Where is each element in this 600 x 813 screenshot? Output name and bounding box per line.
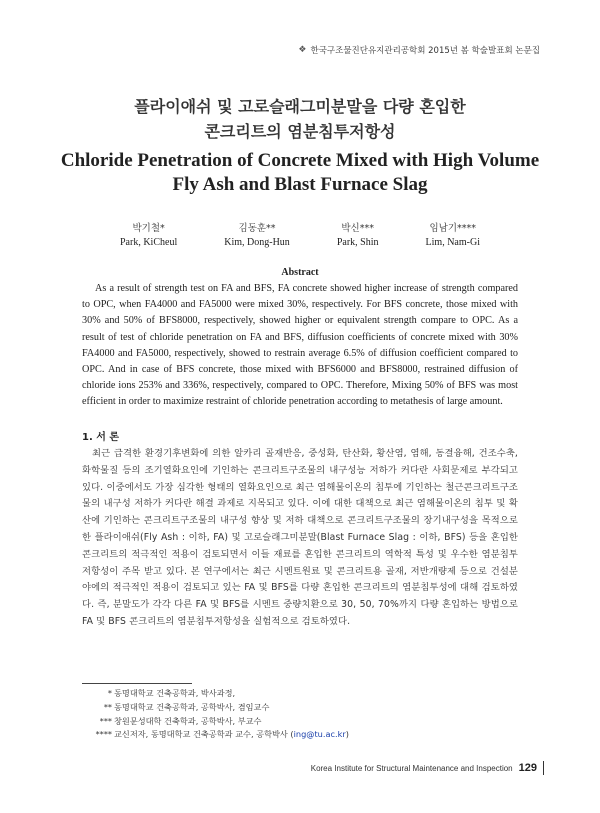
footnote-mark: *: [107, 688, 112, 698]
footnote-divider: [82, 683, 192, 684]
footnote-text: 동명대학교 건축공학과, 공학박사, 겸임교수: [114, 701, 270, 712]
page-footer: [311, 761, 544, 775]
footnote-mark: ****: [95, 729, 112, 740]
section-heading: 1. 서 론: [82, 432, 120, 443]
footnotes: [82, 687, 349, 742]
footnote-tail: ): [345, 729, 349, 740]
author-name-en: Kim, Dong-Hun: [224, 237, 290, 248]
footnote: [82, 687, 349, 701]
author: [426, 220, 480, 248]
header-text: 한국구조물진단유지관리공학회 2015년 봄 학술발표회 논문집: [310, 46, 540, 56]
abstract-text: As a result of strength test on FA and BFS, FA concrete showed higher increase of strength compared to OPC, when FA4000 and FA5000 were mixed 30%, respectively. For BFS concrete, those mixed with 30% and 50% of BFS8000, respectively, showed higher or equivalent strength compare to OPC. As a result of test of chloride penetration on FA and BFS, diffusion coefficients of concrete mixed with 30% FA4000 and FA5000, respectively, showed to restrain average 6.5% of diffusion coefficient compared to OPC. And in case of BFS concrete, those mixed with BFS6000 and BFS8000, restrained diffusion of chloride ions 253% and 336%, respectively, compared to OPC. Therefore, Mixing 50% of BFS was most efficient in order to maximize restraint of chloride penetration according to metathesis of large amount.: [82, 283, 518, 408]
footnote-text: 창원문성대학 건축학과, 공학박사, 부교수: [114, 715, 262, 726]
footnote-text: 교신저자, 동명대학교 건축공학과 교수, 공학박사 (: [114, 729, 294, 740]
title-ko-line2: 콘크리트의 염분침투저항성: [204, 122, 396, 141]
title-en-line1: Chloride Penetration of Concrete Mixed with High Volume: [60, 150, 540, 171]
header-mark-icon: ❖: [298, 45, 307, 55]
footnote: [82, 715, 349, 729]
abstract-heading: Abstract: [281, 267, 319, 278]
footer-divider: [543, 761, 544, 775]
page-number: 129: [518, 762, 537, 774]
author-name-en: Park, KiCheul: [120, 237, 178, 248]
author: [224, 220, 290, 248]
author: [337, 220, 379, 248]
author-name-ko: 김동훈**: [238, 223, 276, 234]
author-name-ko: 박신***: [341, 223, 374, 234]
author-name-en: Lim, Nam-Gi: [425, 237, 480, 248]
title-ko-line1: 플라이애쉬 및 고로슬래그미분말을 다량 혼입한: [134, 97, 466, 116]
section-body: 최근 급격한 환경기후변화에 의한 알카리 골재반응, 중성화, 탄산화, 황산염, 염해, 동결융해, 건조수축, 화학물질 등의 조기열화요인에 기인하는 콘크리트구조물의 내구성능 저하가 커다란 사회문제로 부각되고 있다. 이중에서도 가장 심각한 형태의 열화요인으로 최근 염해물이온의 침투에 기인하는 철근콘크리트구조물의 내구성 저하가 커다란 해결 과제로 지목되고 있다. 이에 대한 대책으로 최근 염해물이온의 침투 및 확산에 기인하는 콘크리트구조물의 내구성 향상 및 저하 대책으로 콘크리트구조물의 장기내구성을 목적으로 한 플라이애쉬(Fly Ash : 이하, FA) 및 고로슬래그미분말(Blast Furnace Slag : 이하, BFS) 등을 혼입한 콘크리트의 적극적인 적용이 검토되면서 이들 재료를 혼입한 콘크리트의 역학적 특성 및 우수한 염분침투저항성이 주목 받고 있다. 본 연구에서는 최근 시멘트원료 및 콘크리트용 골재, 저반개량제 등으로 건설분야에의 적극적인 적용이 검토되고 있는 FA 및 BFS를 다량 혼입한 콘크리트의 염분침투성에 대해 검토하였다. 즉, 분말도가 각각 다른 FA 및 BFS를 시멘트 중량치환으로 30, 50, 70%까지 다량 혼입하는 방법으로 FA 및 BFS 콘크리트의 염분침투저항성을 실험적으로 검토하였다.: [82, 448, 518, 627]
author-name-en: Park, Shin: [336, 237, 379, 248]
footer-org: Korea Institute for Structural Maintenance and Inspection: [310, 763, 513, 773]
footnote-text: 동명대학교 건축공학과, 박사과정,: [114, 688, 236, 698]
author: [120, 220, 177, 248]
running-header: [298, 44, 540, 56]
footnote-mark: ***: [99, 715, 112, 726]
email-link[interactable]: ing@tu.ac.kr: [293, 729, 346, 740]
author-name-ko: 박기철*: [132, 223, 165, 234]
footnote: [82, 728, 349, 742]
title-en-line2: Fly Ash and Blast Furnace Slag: [172, 174, 428, 195]
footnote-mark: **: [103, 701, 112, 712]
author-name-ko: 임남기****: [429, 223, 477, 234]
author-list: [120, 220, 480, 248]
footnote: [82, 701, 349, 715]
